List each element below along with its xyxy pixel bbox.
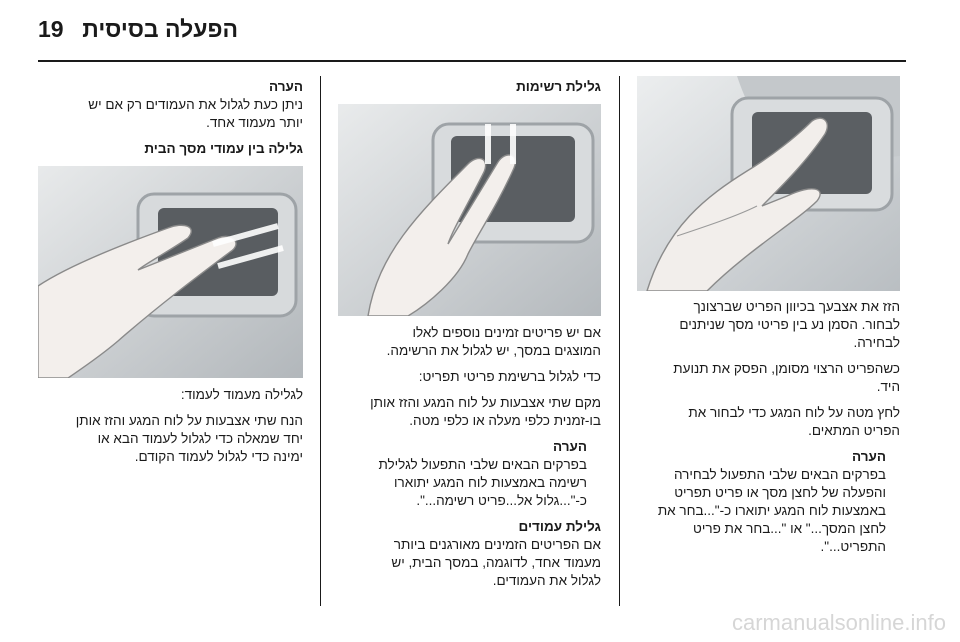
middle-column-heading-wrap	[338, 78, 601, 96]
text-line: בו-זמנית כלפי מעלה או כלפי מטה.	[409, 413, 601, 428]
middle-column-text	[338, 324, 601, 590]
text-line: יחד שמאלה כדי לגלול לעמוד הבא או	[97, 431, 303, 446]
text-line: לגלול את העמודים.	[492, 573, 601, 588]
touchpad-list-scroll-photo	[338, 104, 601, 316]
left-column-bottom-text	[38, 386, 303, 466]
text-line: אם הפריטים הזמינים מאורגנים ביותר	[393, 537, 601, 552]
note-line: באמצעות לוח המגע יתוארו כ-"...בחר את	[657, 503, 886, 518]
right-column-text	[637, 298, 900, 556]
section-heading-page-scroll: גלילת עמודים	[518, 519, 601, 534]
note-line: והפעלה של לחצן מסך או פריט תפריט	[674, 485, 886, 500]
note-block	[637, 448, 900, 556]
left-column-top-text	[38, 78, 303, 158]
text-line: ימינה כדי לגלול לעמוד הקודם.	[134, 449, 303, 464]
note-line: כ-"...גלול אל...פריט רשימה...".	[416, 493, 587, 508]
text-line: לבחור. הסמן נע בין פריטי מסך שניתנים	[679, 317, 900, 332]
text-line: כשהפריט הרצוי מסומן, הפסק את תנועת	[673, 361, 900, 376]
note-line: ניתן כעת לגלול את העמודים רק אם יש	[88, 97, 303, 112]
two-finger-scroll-illustration	[338, 104, 601, 316]
text-line: אם יש פריטים זמינים נוספים לאלו	[412, 325, 601, 340]
text-line: מקם שתי אצבעות על לוח המגע והזז אותן	[370, 395, 601, 410]
note-line: רשימה באמצעות לוח המגע יתוארו	[394, 475, 587, 490]
text-line: מעמוד אחד, לדוגמה, במסך הבית, יש	[391, 555, 601, 570]
text-line: הנח שתי אצבעות על לוח המגע והזז אותן	[75, 413, 303, 428]
note-title: הערה	[553, 439, 587, 454]
touchpad-select-photo	[637, 76, 900, 291]
note-line: בפרקים הבאים שלבי התפעול לגלילת	[378, 457, 587, 472]
text-line: הזז את אצבעך בכיוון הפריט שברצונך	[693, 299, 900, 314]
note-line: בפרקים הבאים שלבי התפעול לבחירה	[673, 467, 886, 482]
touchpad-page-scroll-photo	[38, 166, 303, 378]
note-block	[338, 438, 601, 510]
page-title: הפעלה בסיסית	[82, 16, 238, 42]
column-divider-left	[320, 76, 321, 606]
text-line: לבחירה.	[853, 335, 900, 350]
text-line: היד.	[876, 379, 900, 394]
page-header	[0, 0, 960, 60]
text-line: לגלילה מעמוד לעמוד:	[180, 387, 303, 402]
section-heading-home-scroll: גלילה בין עמודי מסך הבית	[144, 141, 303, 156]
text-line: המוצגים במסך, יש לגלול את הרשימה.	[386, 343, 601, 358]
section-heading-list-scroll: גלילת רשימות	[516, 79, 601, 94]
text-line: כדי לגלול ברשימת פריטי תפריט:	[418, 369, 601, 384]
page-number: 19	[38, 16, 64, 42]
note-title: הערה	[852, 449, 886, 464]
note-line: יותר מעמוד אחד.	[206, 115, 303, 130]
column-divider-right	[619, 76, 620, 606]
horizontal-swipe-illustration	[38, 166, 303, 378]
touchpad-finger-illustration	[637, 76, 900, 291]
note-line: התפריט...".	[820, 539, 886, 554]
note-title: הערה	[269, 79, 303, 94]
header-rule	[38, 60, 906, 62]
note-line: לחצן המסך..." או "...בחר את פריט	[693, 521, 886, 536]
text-line: לחץ מטה על לוח המגע כדי לבחור את	[688, 405, 900, 420]
note-block	[38, 78, 303, 132]
text-line: הפריט המתאים.	[808, 423, 900, 438]
watermark-text: carmanualsonline.info	[731, 610, 946, 635]
